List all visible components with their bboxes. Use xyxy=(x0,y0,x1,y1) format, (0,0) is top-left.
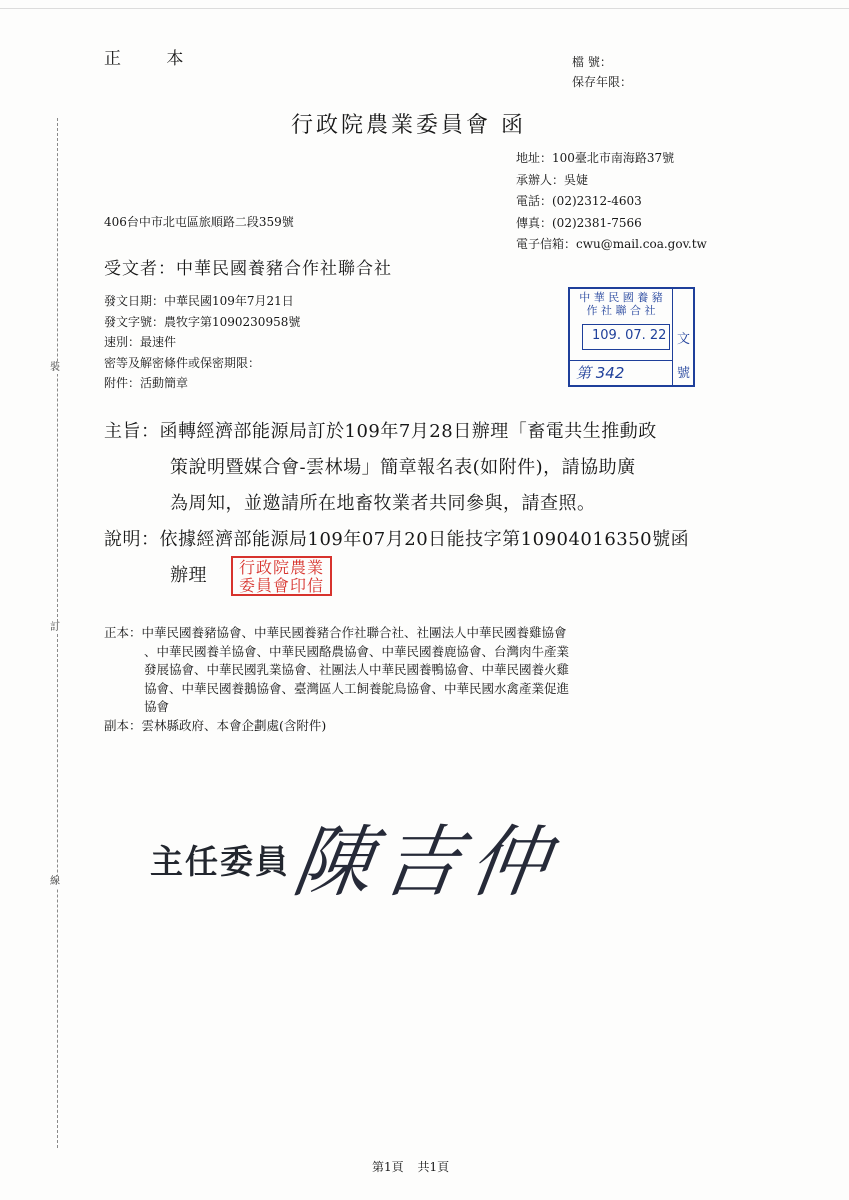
page-total: 共1頁 xyxy=(417,1160,450,1174)
page-number: 第1頁 xyxy=(372,1160,404,1174)
contact-info xyxy=(516,148,707,256)
recipient-address: 406台中市北屯區旅順路二段359號 xyxy=(104,215,294,229)
issue-number: 發文字號：農牧字第1090230958號 xyxy=(104,314,301,329)
retention-label: 保存年限： xyxy=(572,75,633,89)
explanation-line-2: 辦理 xyxy=(170,565,207,586)
recipient: 受文者：中華民國養豬合作社聯合社 xyxy=(104,259,392,279)
explanation xyxy=(104,522,689,594)
stamp-org-line2: 作 社 聯 合 社 xyxy=(586,304,656,317)
stamp-org xyxy=(570,291,672,317)
explanation-line-1: 說明：依據經濟部能源局109年07月20日能技字第10904016350號函 xyxy=(104,529,690,550)
copy-recipients: 副本：雲林縣政府、本會企劃處(含附件) xyxy=(104,717,327,733)
stamp-hao: 號 xyxy=(677,366,691,381)
binding-mark-xian: 線 xyxy=(50,876,60,887)
subject-line-1: 主旨：函轉經濟部能源局訂於109年7月28日辦理「畜電共生推動政 xyxy=(104,421,657,442)
main-recipients-line-4: 協會、中華民國養鵝協會、臺灣區人工飼養鴕鳥協會、中華民國水禽產業促進 xyxy=(144,680,570,696)
stamp-divider xyxy=(570,360,672,361)
subject xyxy=(104,414,657,522)
file-number-label: 檔 號： xyxy=(572,55,612,69)
main-recipients-line-2: 、中華民國養羊協會、中華民國酪農協會、中華民國養鹿協會、台灣肉牛產業 xyxy=(144,643,570,659)
seal-line2: 委員會印信 xyxy=(238,576,324,595)
subject-line-2: 策說明暨媒合會-雲林場」簡章報名表(如附件)，請協助廣 xyxy=(170,457,636,478)
main-recipients-line-3: 發展協會、中華民國乳業協會、社團法人中華民國養鴨協會、中華民國養火雞 xyxy=(144,662,570,677)
received-stamp xyxy=(568,287,695,387)
security-level: 密等及解密條件或保密期限： xyxy=(104,355,261,370)
archive-info xyxy=(572,52,632,92)
main-recipients-line-5: 協會 xyxy=(144,699,170,714)
stamp-wen: 文 xyxy=(677,332,691,347)
signature-name: 陳吉仲 xyxy=(287,818,565,908)
contact-email: 電子信箱：cwu@mail.coa.gov.tw xyxy=(516,237,707,251)
attachment: 附件：活動簡章 xyxy=(104,376,189,390)
signature-title: 主任委員 xyxy=(150,842,290,881)
stamp-org-line1: 中 華 民 國 養 豬 xyxy=(579,291,663,304)
delivery-speed: 速別：最速件 xyxy=(104,335,177,349)
official-seal xyxy=(231,556,332,596)
document-meta xyxy=(104,291,300,394)
subject-line-3: 為周知，並邀請所在地畜牧業者共同參與，請查照。 xyxy=(170,493,596,514)
stamp-date: 109. 07. 22 xyxy=(592,328,667,343)
distribution-list xyxy=(104,624,569,735)
contact-handler: 承辦人：吳婕 xyxy=(516,172,589,187)
seal-line1: 行政院農業 xyxy=(238,558,324,577)
contact-address: 地址：100臺北市南海路37號 xyxy=(516,151,675,165)
document-title: 行政院農業委員會 函 xyxy=(291,113,526,138)
binding-mark-ding: 訂 xyxy=(50,622,60,633)
scan-top-edge xyxy=(0,8,849,9)
main-recipients-line-1: 正本：中華民國養豬協會、中華民國養豬合作社聯合社、社團法人中華民國養雞協會 xyxy=(104,625,567,640)
contact-phone: 電話：(02)2312-4603 xyxy=(516,194,642,208)
stamp-number: 第 342 xyxy=(576,364,625,382)
page-footer xyxy=(372,1158,459,1175)
copy-mark: 正 本 xyxy=(104,49,204,69)
stamp-column-line xyxy=(672,289,673,385)
issue-date: 發文日期：中華民國109年7月21日 xyxy=(104,294,294,308)
binding-mark-zhuang: 裝 xyxy=(50,362,60,373)
contact-fax: 傳真：(02)2381-7566 xyxy=(516,215,642,230)
